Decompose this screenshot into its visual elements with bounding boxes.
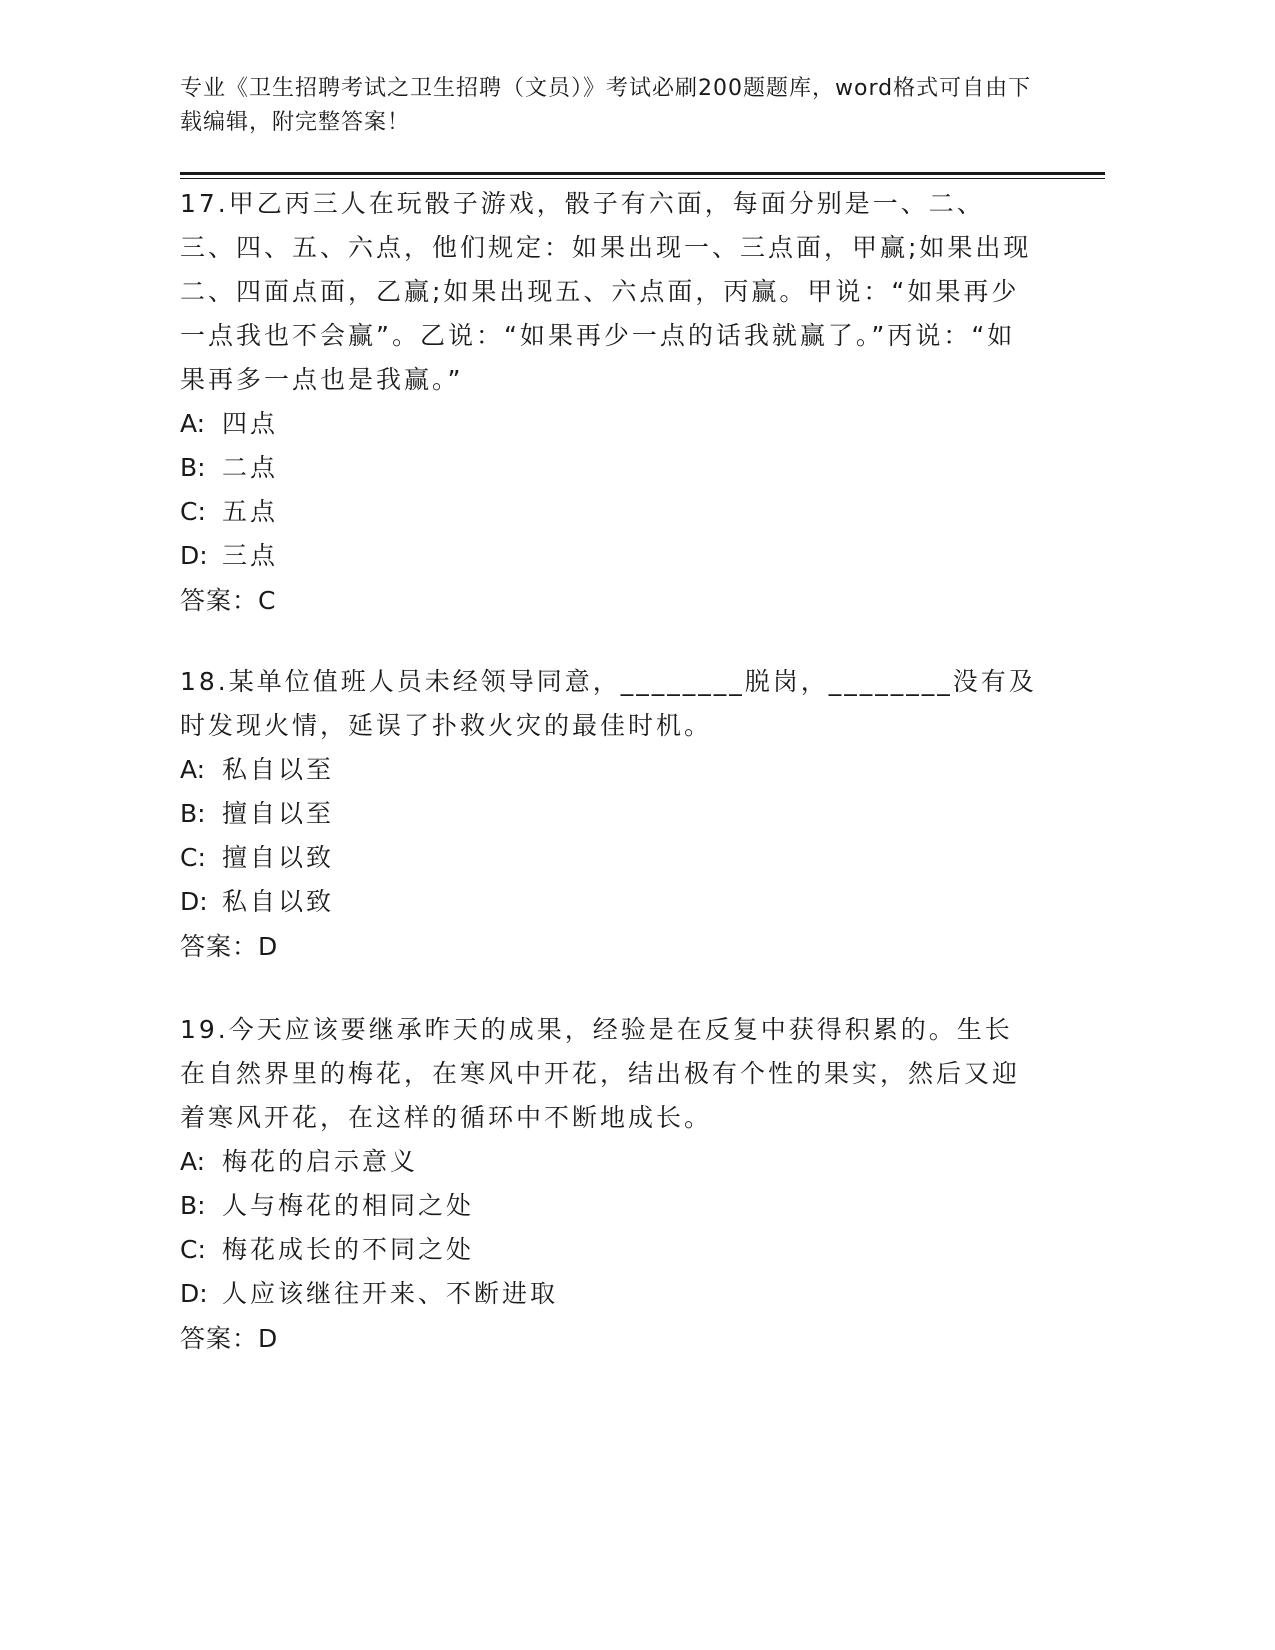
option-text: 人应该继往开来、不断进取 <box>222 1279 559 1308</box>
option-a <box>180 748 1040 792</box>
option-a <box>180 1140 1040 1184</box>
question-stem: 17.甲乙丙三人在玩骰子游戏，骰子有六面，每面分别是一、二、三、四、五、六点，他们规定：如果出现一、三点面，甲赢;如果出现二、四面点面，乙赢;如果出现五、六点面，丙赢。甲说：“如果再少一点我也不会赢”。乙说：“如果再少一点的话我就赢了。”丙说：“如果再多一点也是我赢。” <box>180 189 1032 394</box>
option-key: C: <box>180 1235 206 1264</box>
answer-line: 答案：C <box>180 586 277 615</box>
option-a <box>180 402 1040 446</box>
question-stem: 18.某单位值班人员未经领导同意，________脱岗，________没有及时发现火情，延误了扑救火灾的最佳时机。 <box>180 667 1037 740</box>
option-key: B: <box>180 799 206 828</box>
header-divider-thin <box>180 178 1105 179</box>
option-d <box>180 534 1040 578</box>
option-key: B: <box>180 453 206 482</box>
option-b <box>180 446 1040 490</box>
option-key: A: <box>180 409 206 438</box>
question-19 <box>180 1008 1040 1361</box>
answer-line: 答案：D <box>180 1324 279 1353</box>
option-key: D: <box>180 541 208 570</box>
option-d <box>180 880 1040 924</box>
option-text: 四点 <box>222 409 279 438</box>
document-header: 专业《卫生招聘考试之卫生招聘（文员）》考试必刷200题题库，word格式可自由下载编辑，附完整答案！ <box>180 76 1032 135</box>
option-d <box>180 1272 1040 1316</box>
option-c <box>180 490 1040 534</box>
answer-line: 答案：D <box>180 932 279 961</box>
option-key: D: <box>180 887 208 916</box>
option-text: 私自以至 <box>222 755 335 784</box>
option-text: 人与梅花的相同之处 <box>222 1191 475 1220</box>
question-18 <box>180 660 1040 969</box>
option-text: 梅花成长的不同之处 <box>222 1235 475 1264</box>
option-b <box>180 792 1040 836</box>
option-c <box>180 836 1040 880</box>
option-text: 擅自以致 <box>222 843 335 872</box>
option-text: 二点 <box>222 453 279 482</box>
option-text: 私自以致 <box>222 887 335 916</box>
option-key: C: <box>180 843 206 872</box>
option-text: 梅花的启示意义 <box>222 1147 419 1176</box>
option-b <box>180 1184 1040 1228</box>
option-key: C: <box>180 497 206 526</box>
option-key: B: <box>180 1191 206 1220</box>
option-c <box>180 1228 1040 1272</box>
header-divider-thick <box>180 172 1105 175</box>
option-text: 擅自以至 <box>222 799 335 828</box>
question-stem: 19.今天应该要继承昨天的成果，经验是在反复中获得积累的。生长在自然界里的梅花，在寒风中开花，结出极有个性的果实，然后又迎着寒风开花，在这样的循环中不断地成长。 <box>180 1015 1021 1132</box>
option-key: D: <box>180 1279 208 1308</box>
question-17 <box>180 182 1040 623</box>
option-text: 五点 <box>222 497 279 526</box>
option-text: 三点 <box>222 541 279 570</box>
option-key: A: <box>180 755 206 784</box>
option-key: A: <box>180 1147 206 1176</box>
